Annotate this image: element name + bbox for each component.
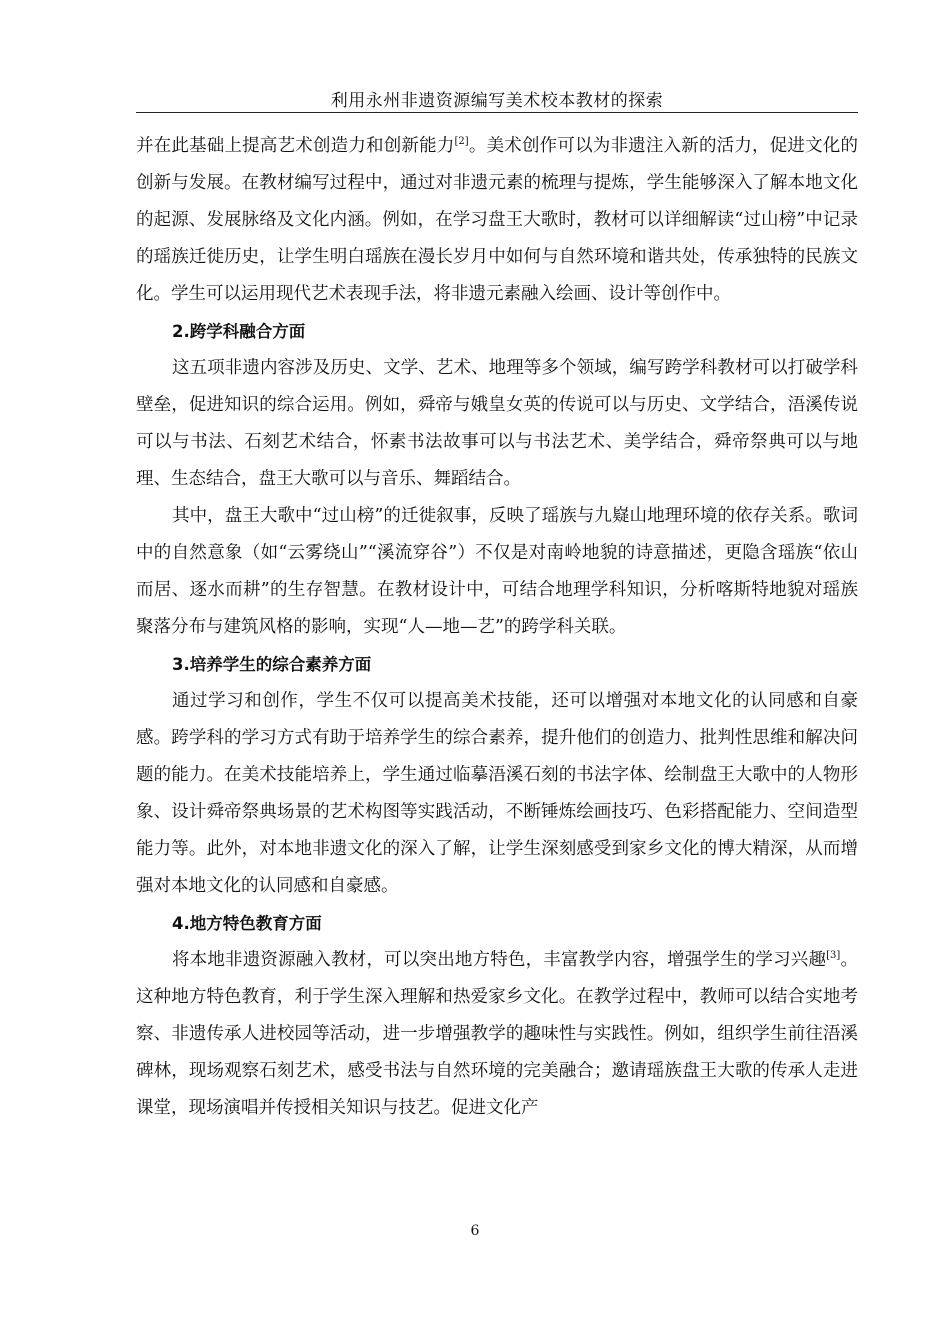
paragraph: 通过学习和创作，学生不仅可以提高美术技能，还可以增强对本地文化的认同感和自豪感。跨学科的学习方式有助于培养学生的综合素养，提升他们的创造力、批判性思维和解决问题的能力。在美术技能培养上，学生通过临摹浯溪石刻的书法字体、绘制盘王大歌中的人物形象、设计舜帝祭典场景的艺术构图等实践活动，不断锤炼绘画技巧、色彩搭配能力、空间造型能力等。此外，对本地非遗文化的深入了解，让学生深刻感受到家乡文化的博大精深，从而增强对本地文化的认同感和自豪感。 xyxy=(136,691,858,896)
page-body xyxy=(136,128,858,1127)
citation-marker[interactable]: [3] xyxy=(826,950,841,962)
paragraph-text: 。美术创作可以为非遗注入新的活力，促进文化的创新与发展。在教材编写过程中，通过对非遗元素的梳理与提炼，学生能够深入了解本地文化的起源、发展脉络及文化内涵。例如，在学习盘王大歌时，教材可以详细解读“过山榜”中记录的瑶族迁徙历史，让学生明白瑶族在漫长岁月中如何与自然环境和谐共处，传承独特的民族文化。学生可以运用现代艺术表现手法，将非遗元素融入绘画、设计等创作中。 xyxy=(136,136,859,304)
paragraph xyxy=(136,942,858,1127)
paragraph-text: 将本地非遗资源融入教材，可以突出地方特色，丰富教学内容，增强学生的学习兴趣 xyxy=(172,950,827,970)
paragraph: 其中，盘王大歌中“过山榜”的迁徙叙事，反映了瑶族与九嶷山地理环境的依存关系。歌词中的自然意象（如“云雾绕山”“溪流穿谷”）不仅是对南岭地貌的诗意描述，更隐含瑶族“依山而居、逐水而耕”的生存智慧。在教材设计中，可结合地理学科知识，分析喀斯特地貌对瑶族聚落分布与建筑风格的影响，实现“人—地—艺”的跨学科关联。 xyxy=(136,506,858,637)
paragraph-text: 。这种地方特色教育，利于学生深入理解和热爱家乡文化。在教学过程中，教师可以结合实地考察、非遗传承人进校园等活动，进一步增强教学的趣味性与实践性。例如，组织学生前往浯溪碑林，现场观察石刻艺术，感受书法与自然环境的完美融合；邀请瑶族盘王大歌的传承人走进课堂，现场演唱并传授相关知识与技艺。促进文化产 xyxy=(136,950,859,1118)
paragraph-continuation xyxy=(136,128,858,313)
header-divider xyxy=(136,112,858,113)
running-header: 利用永州非遗资源编写美术校本教材的探索 xyxy=(330,91,664,111)
section-heading-local-education: 4.地方特色教育方面 xyxy=(172,914,322,933)
paragraph-text: 并在此基础上提高艺术创造力和创新能力 xyxy=(136,136,455,156)
citation-marker[interactable]: [2] xyxy=(454,136,469,148)
section-heading-literacy: 3.培养学生的综合素养方面 xyxy=(172,655,372,674)
paragraph: 这五项非遗内容涉及历史、文学、艺术、地理等多个领域，编写跨学科教材可以打破学科壁垒，促进知识的综合运用。例如，舜帝与娥皇女英的传说可以与历史、文学结合，浯溪传说可以与书法、石刻艺术结合，怀素书法故事可以与书法艺术、美学结合，舜帝祭典可以与地理、生态结合，盘王大歌可以与音乐、舞蹈结合。 xyxy=(136,358,858,489)
page-number: 6 xyxy=(470,1223,480,1239)
section-heading-interdisciplinary: 2.跨学科融合方面 xyxy=(172,322,306,341)
